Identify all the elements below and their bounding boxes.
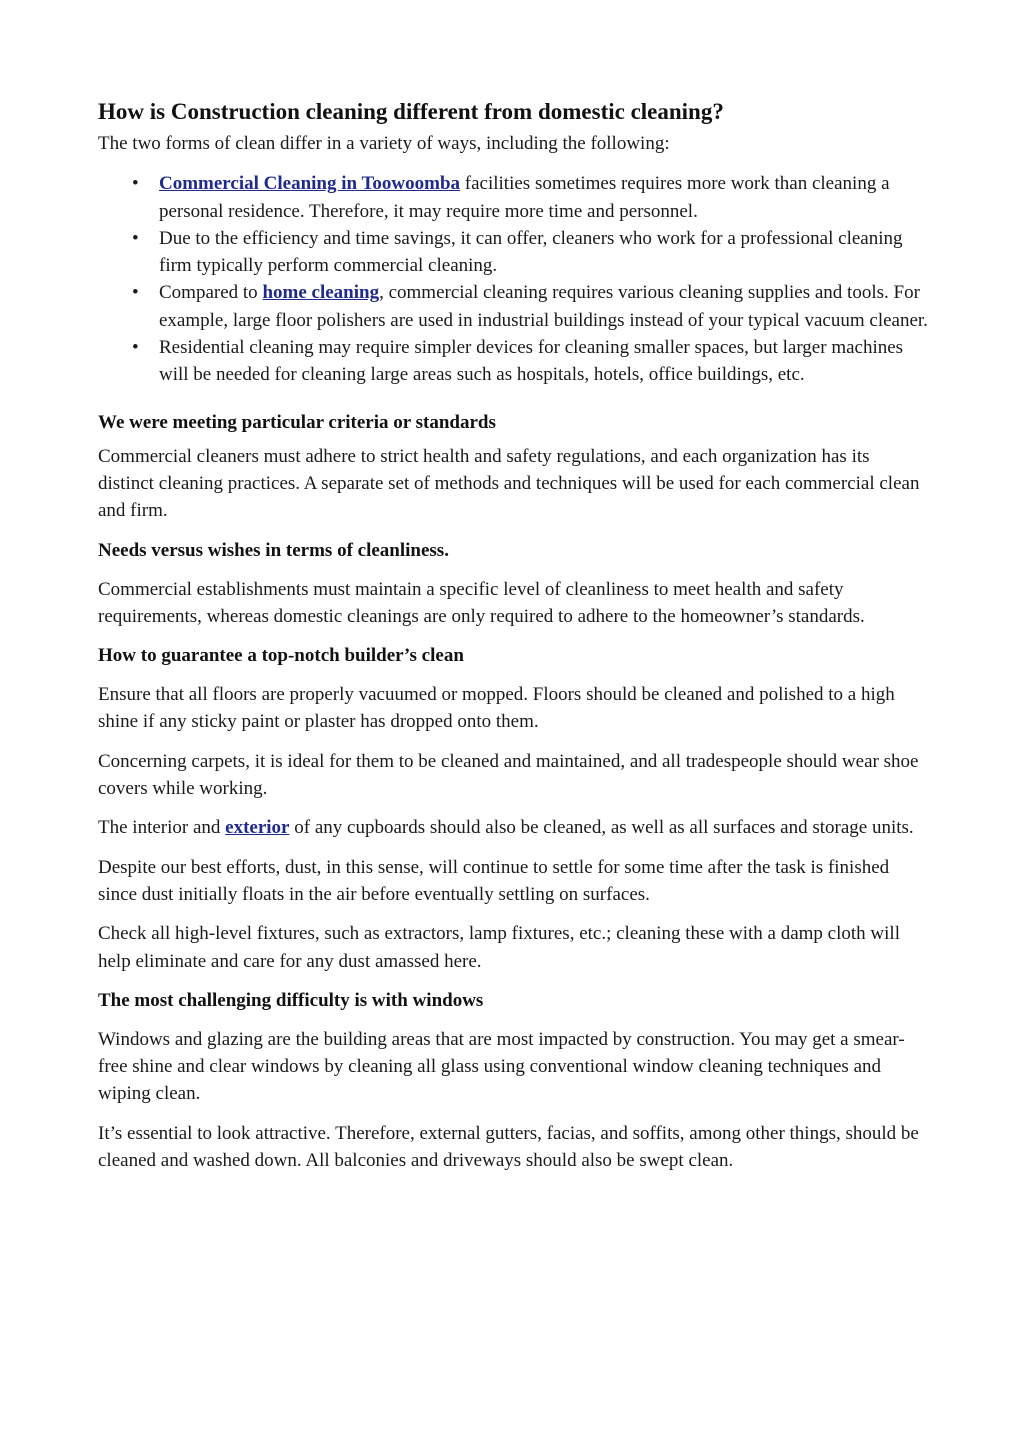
list-item-text: Compared to	[159, 282, 263, 304]
list-item-text: , commercial cleaning requires various cleaning supplies and tools. For example, large floor polishers are used in industrial buildings instead of your typical vacuum cleaner.	[159, 282, 928, 331]
paragraph-standards: Commercial cleaners must adhere to strict health and safety regulations, and each organization has its distinct cleaning practices. A separate set of methods and techniques will be used for each commercial clean and firm.	[98, 445, 920, 522]
paragraph-needs: Commercial establishments must maintain a specific level of cleanliness to meet health and safety requirements, whereas domestic cleanings are only required to adhere to the homeowner’s standards.	[98, 578, 865, 627]
paragraph-carpets: Concerning carpets, it is ideal for them to be cleaned and maintained, and all tradespeople should wear shoe covers while working.	[98, 750, 919, 800]
section-heading-standards: We were meeting particular criteria or standards	[98, 411, 496, 433]
document-page	[98, 96, 928, 1174]
paragraph-fixtures: Check all high-level fixtures, such as extractors, lamp fixtures, etc.; cleaning these with a damp cloth will help eliminate and care for any dust amassed here.	[98, 923, 900, 972]
list-item	[98, 170, 928, 225]
bullet-icon: •	[132, 173, 139, 195]
section-heading-needs: Needs versus wishes in terms of cleanliness.	[98, 539, 449, 561]
paragraph-text: of any cupboards should also be cleaned, as well as all surfaces and storage units.	[289, 817, 914, 839]
section-heading-windows: The most challenging difficulty is with windows	[98, 989, 484, 1011]
paragraph-exterior: It’s essential to look attractive. Therefore, external gutters, facias, and soffits, among other things, should be cleaned and washed down. All balconies and driveways should also be swept clean.	[98, 1122, 919, 1172]
bullet-icon: •	[132, 337, 139, 359]
list-item-text: facilities sometimes requires more work than cleaning a personal residence. Therefore, it may require more time and personnel.	[159, 173, 890, 222]
paragraph-windows: Windows and glazing are the building areas that are most impacted by construction. You may get a smear-free shine and clear windows by cleaning all glass using conventional window cleaning techniques and wiping clean.	[98, 1028, 905, 1105]
paragraph-floors: Ensure that all floors are properly vacuumed or mopped. Floors should be cleaned and polished to a high shine if any sticky paint or plaster has dropped onto them.	[98, 684, 895, 733]
bullet-list	[98, 170, 928, 388]
paragraph-text: The interior and	[98, 817, 226, 839]
bullet-icon: •	[132, 227, 139, 249]
list-item	[98, 279, 928, 334]
intro-paragraph: The two forms of clean differ in a variety of ways, including the following:	[98, 133, 670, 154]
page-title: How is Construction cleaning different from domestic cleaning?	[98, 99, 724, 124]
list-item	[98, 334, 928, 389]
commercial-cleaning-link[interactable]: Commercial Cleaning in Toowoomba	[159, 173, 461, 195]
paragraph-cupboards	[98, 814, 928, 841]
section-heading-builders-clean: How to guarantee a top-notch builder’s clean	[98, 645, 464, 667]
home-cleaning-link[interactable]: home cleaning	[262, 282, 380, 304]
list-item-text: Residential cleaning may require simpler devices for cleaning smaller spaces, but larger machines will be needed for cleaning large areas such as hospitals, hotels, office buildings, etc.	[159, 337, 904, 386]
list-item	[98, 225, 928, 280]
paragraph-dust: Despite our best efforts, dust, in this sense, will continue to settle for some time after the task is finished since dust initially floats in the air before eventually settling on surfaces.	[98, 856, 890, 905]
bullet-icon: •	[132, 282, 139, 304]
list-item-text: Due to the efficiency and time savings, it can offer, cleaners who work for a professional cleaning firm typically perform commercial cleaning.	[159, 227, 903, 277]
exterior-link[interactable]: exterior	[225, 817, 290, 839]
